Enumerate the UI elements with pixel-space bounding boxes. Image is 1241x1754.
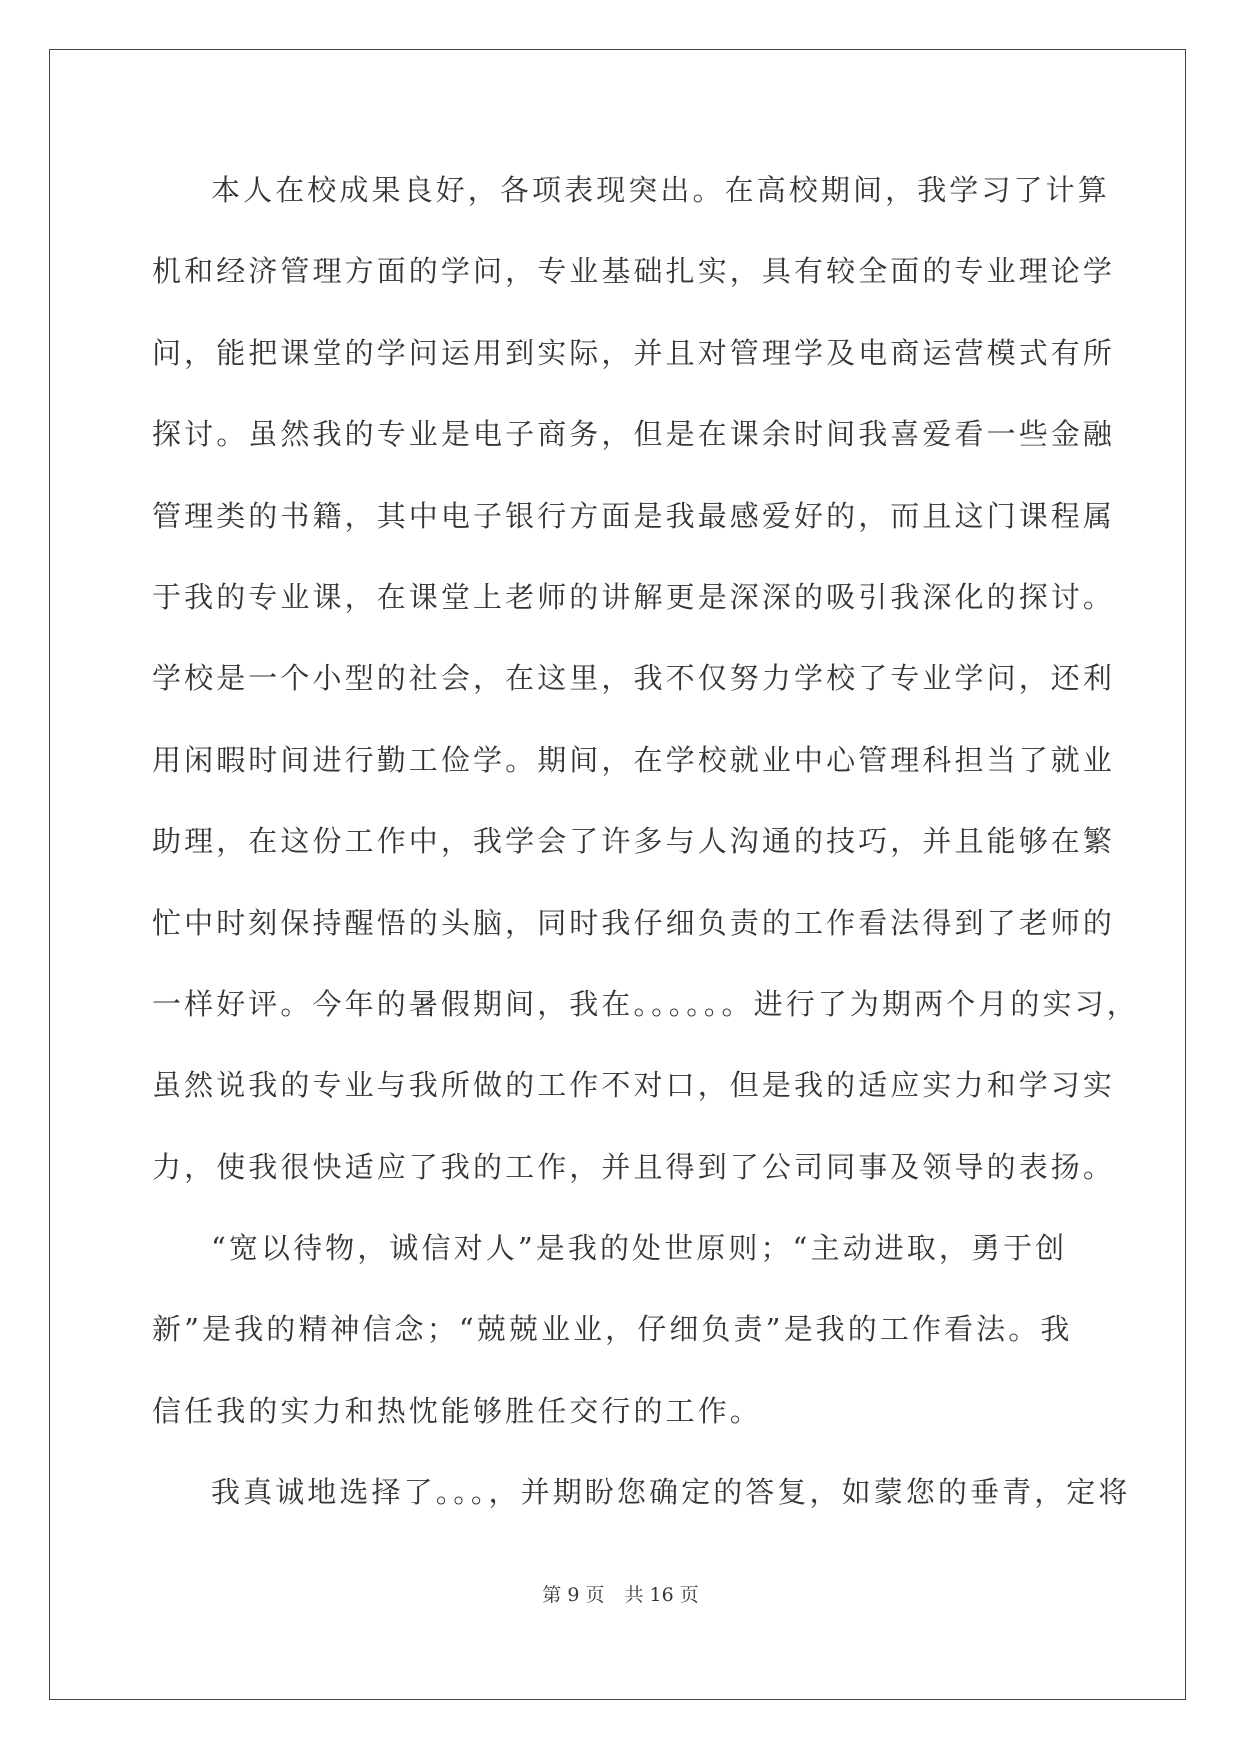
- paragraph-line: 探讨。虽然我的专业是电子商务，但是在课余时间我喜爱看一些金融: [152, 417, 1116, 452]
- paragraph-line: 一样好评。今年的暑假期间，我在。。。。。。进行了为期两个月的实习，: [152, 986, 1139, 1021]
- document-body: [152, 154, 1139, 1538]
- paragraph-line: 管理类的书籍，其中电子银行方面是我最感爱好的，而且这门课程属: [152, 498, 1116, 533]
- paragraph-line: 学校是一个小型的社会，在这里，我不仅努力学校了专业学问，还利: [152, 661, 1116, 696]
- paragraph-line: 新”是我的精神信念；“兢兢业业，仔细负责”是我的工作看法。我: [152, 1312, 1073, 1347]
- paragraph-line: 力，使我很快适应了我的工作，并且得到了公司同事及领导的表扬。: [152, 1149, 1116, 1184]
- page-total: 共 16 页: [624, 1584, 699, 1606]
- page-footer: [0, 1580, 1241, 1607]
- paragraph-line: 机和经济管理方面的学问，专业基础扎实，具有较全面的专业理论学: [152, 254, 1116, 289]
- paragraph-line: 用闲暇时间进行勤工俭学。期间，在学校就业中心管理科担当了就业: [152, 742, 1116, 777]
- paragraph-line: 忙中时刻保持醒悟的头脑，同时我仔细负责的工作看法得到了老师的: [152, 905, 1116, 940]
- paragraph-line: 本人在校成果良好，各项表现突出。在高校期间，我学习了计算: [211, 173, 1110, 207]
- paragraph-line: 助理，在这份工作中，我学会了许多与人沟通的技巧，并且能够在繁: [152, 824, 1116, 859]
- paragraph-line: 我真诚地选择了。。。，并期盼您确定的答复，如蒙您的垂青，定将: [211, 1475, 1131, 1510]
- paragraph-line: “宽以待物，诚信对人”是我的处世原则；“主动进取，勇于创: [211, 1231, 1068, 1266]
- paragraph-line: 信任我的实力和热忱能够胜任交行的工作。: [152, 1393, 762, 1428]
- paragraph-line: 虽然说我的专业与我所做的工作不对口，但是我的适应实力和学习实: [152, 1068, 1116, 1103]
- paragraph-line: 问，能把课堂的学问运用到实际，并且对管理学及电商运营模式有所: [152, 335, 1116, 370]
- page-number: 第 9 页: [542, 1584, 605, 1606]
- paragraph-line: 于我的专业课，在课堂上老师的讲解更是深深的吸引我深化的探讨。: [152, 579, 1116, 614]
